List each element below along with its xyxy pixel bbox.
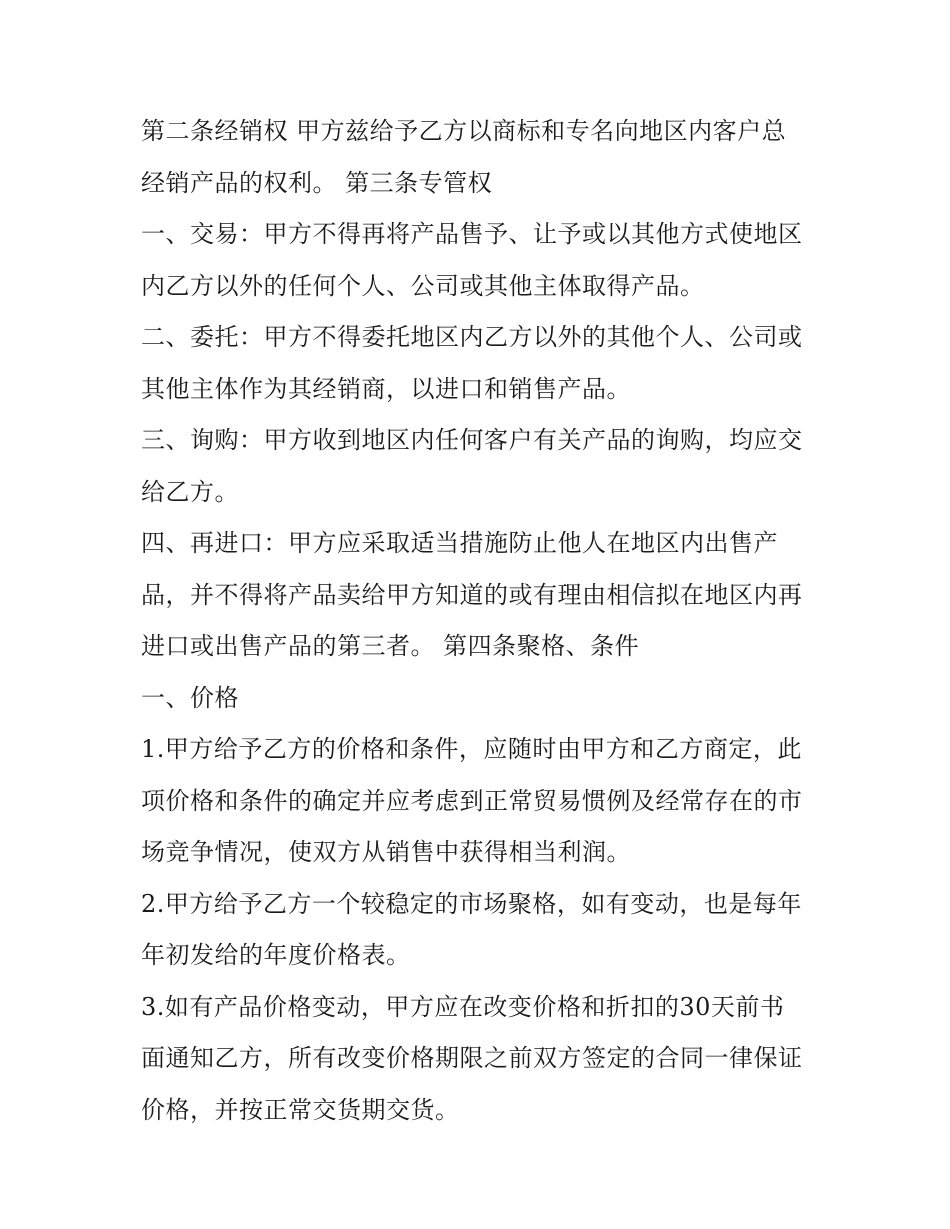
- text-line: 1.甲方给予乙方的价格和条件，应随时由甲方和乙方商定，此: [141, 735, 802, 763]
- text-line: 进口或出售产品的第三者。 第四条聚格、条件: [141, 632, 640, 660]
- text-line: 经销产品的权利。 第三条专管权: [141, 168, 493, 197]
- text-line: 三、询购：甲方收到地区内任何客户有关产品的询购，均应交: [141, 426, 803, 454]
- text-line: 面通知乙方，所有改变价格期限之前双方签定的合同一律保证: [141, 1044, 803, 1072]
- text-line: 项价格和条件的确定并应考虑到正常贸易惯例及经常存在的市: [141, 786, 803, 815]
- text-line: 第二条经销权 甲方兹给予乙方以商标和专名向地区内客户总: [141, 117, 787, 145]
- text-line: 一、价格: [141, 683, 239, 712]
- text-line: 内乙方以外的任何个人、公司或其他主体取得产品。: [141, 271, 705, 300]
- document-body: [141, 106, 821, 1136]
- text-line: 一、交易：甲方不得再将产品售予、让予或以其他方式使地区: [141, 220, 803, 248]
- text-line: 场竞争情况，使双方从销售中获得相当利润。: [141, 838, 631, 866]
- text-line: 四、再进口：甲方应采取适当措施防止他人在地区内出售产: [141, 529, 778, 557]
- text-line: 二、委托：甲方不得委托地区内乙方以外的其他个人、公司或: [141, 323, 803, 351]
- text-line: 其他主体作为其经销商，以进口和销售产品。: [141, 374, 631, 403]
- text-line: 3.如有产品价格变动，甲方应在改变价格和折扣的30天前书: [141, 992, 785, 1021]
- text-line: 年初发给的年度价格表。: [141, 941, 411, 969]
- text-line: 给乙方。: [141, 477, 239, 506]
- text-line: 价格，并按正常交货期交货。: [141, 1095, 460, 1124]
- text-line: 2.甲方给予乙方一个较稳定的市场聚格，如有变动，也是每年: [141, 889, 802, 918]
- text-line: 品，并不得将产品卖给甲方知道的或有理由相信拟在地区内再: [141, 580, 803, 609]
